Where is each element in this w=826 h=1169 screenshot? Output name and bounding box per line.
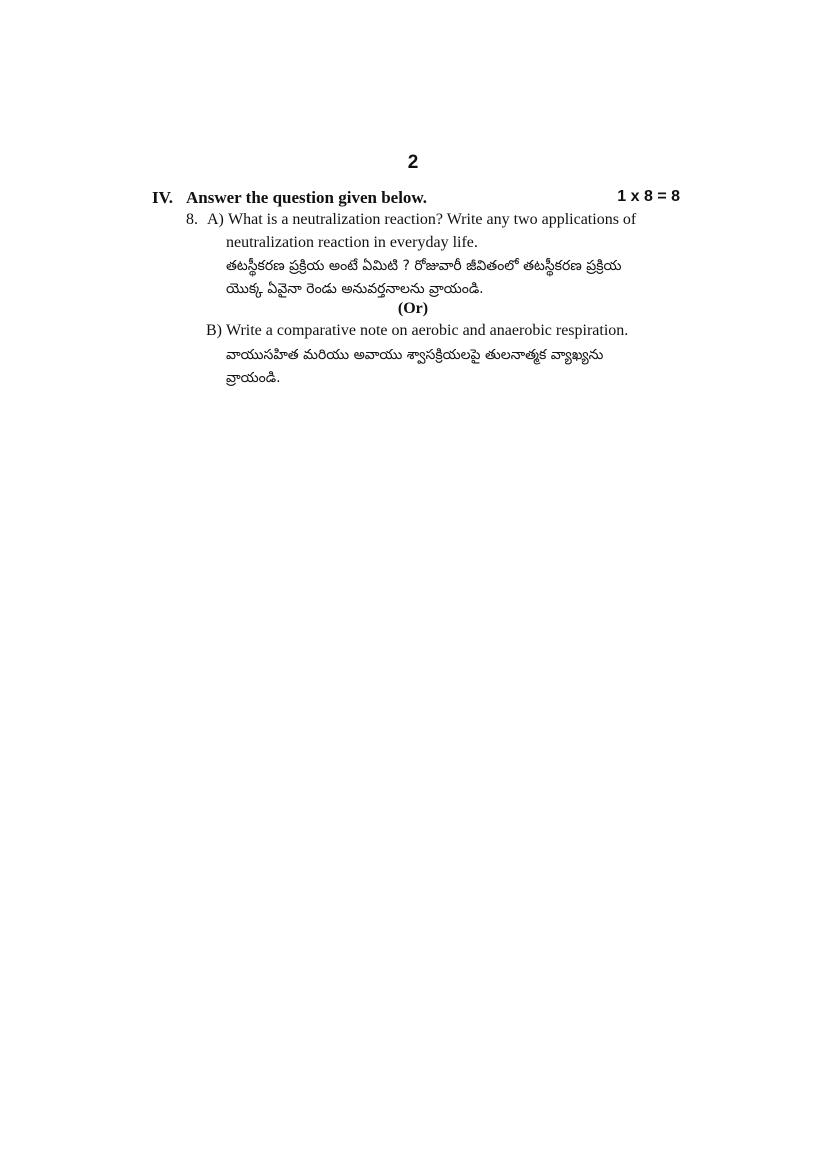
question-number: 8. bbox=[186, 211, 198, 228]
section-heading bbox=[152, 188, 680, 210]
option-a-label: A) bbox=[207, 211, 224, 228]
option-a-english-line1: What is a neutralization reaction? Write any two applications of bbox=[228, 211, 637, 228]
or-separator: (Or) bbox=[397, 300, 429, 317]
option-a-telugu-line1: తటస్థీకరణ ప్రక్రియ అంటే ఏమిటి ? రోజువారీ జీవితంలో తటస్థీకరణ ప్రక్రియ bbox=[226, 258, 622, 274]
section-title: Answer the question given below. bbox=[186, 188, 428, 207]
page-number: 2 bbox=[407, 152, 419, 173]
section-marks: 1 x 8 = 8 bbox=[617, 188, 680, 205]
option-b-english-line1: Write a comparative note on aerobic and anaerobic respiration. bbox=[226, 322, 629, 339]
option-b-telugu-line1: వాయుసహిత మరియు అవాయు శ్వాసక్రియలపై తులనాత్మక వ్యాఖ్యను bbox=[226, 347, 604, 363]
section-number: IV. bbox=[152, 188, 173, 207]
option-b-telugu-line2: వ్రాయండి. bbox=[226, 370, 281, 386]
option-b-label: B) bbox=[206, 322, 222, 339]
option-a-english-line2: neutralization reaction in everyday life. bbox=[226, 234, 478, 251]
option-a-telugu-line2: యొక్క ఏవైనా రెండు అనువర్తనాలను వ్రాయండి. bbox=[226, 281, 484, 297]
